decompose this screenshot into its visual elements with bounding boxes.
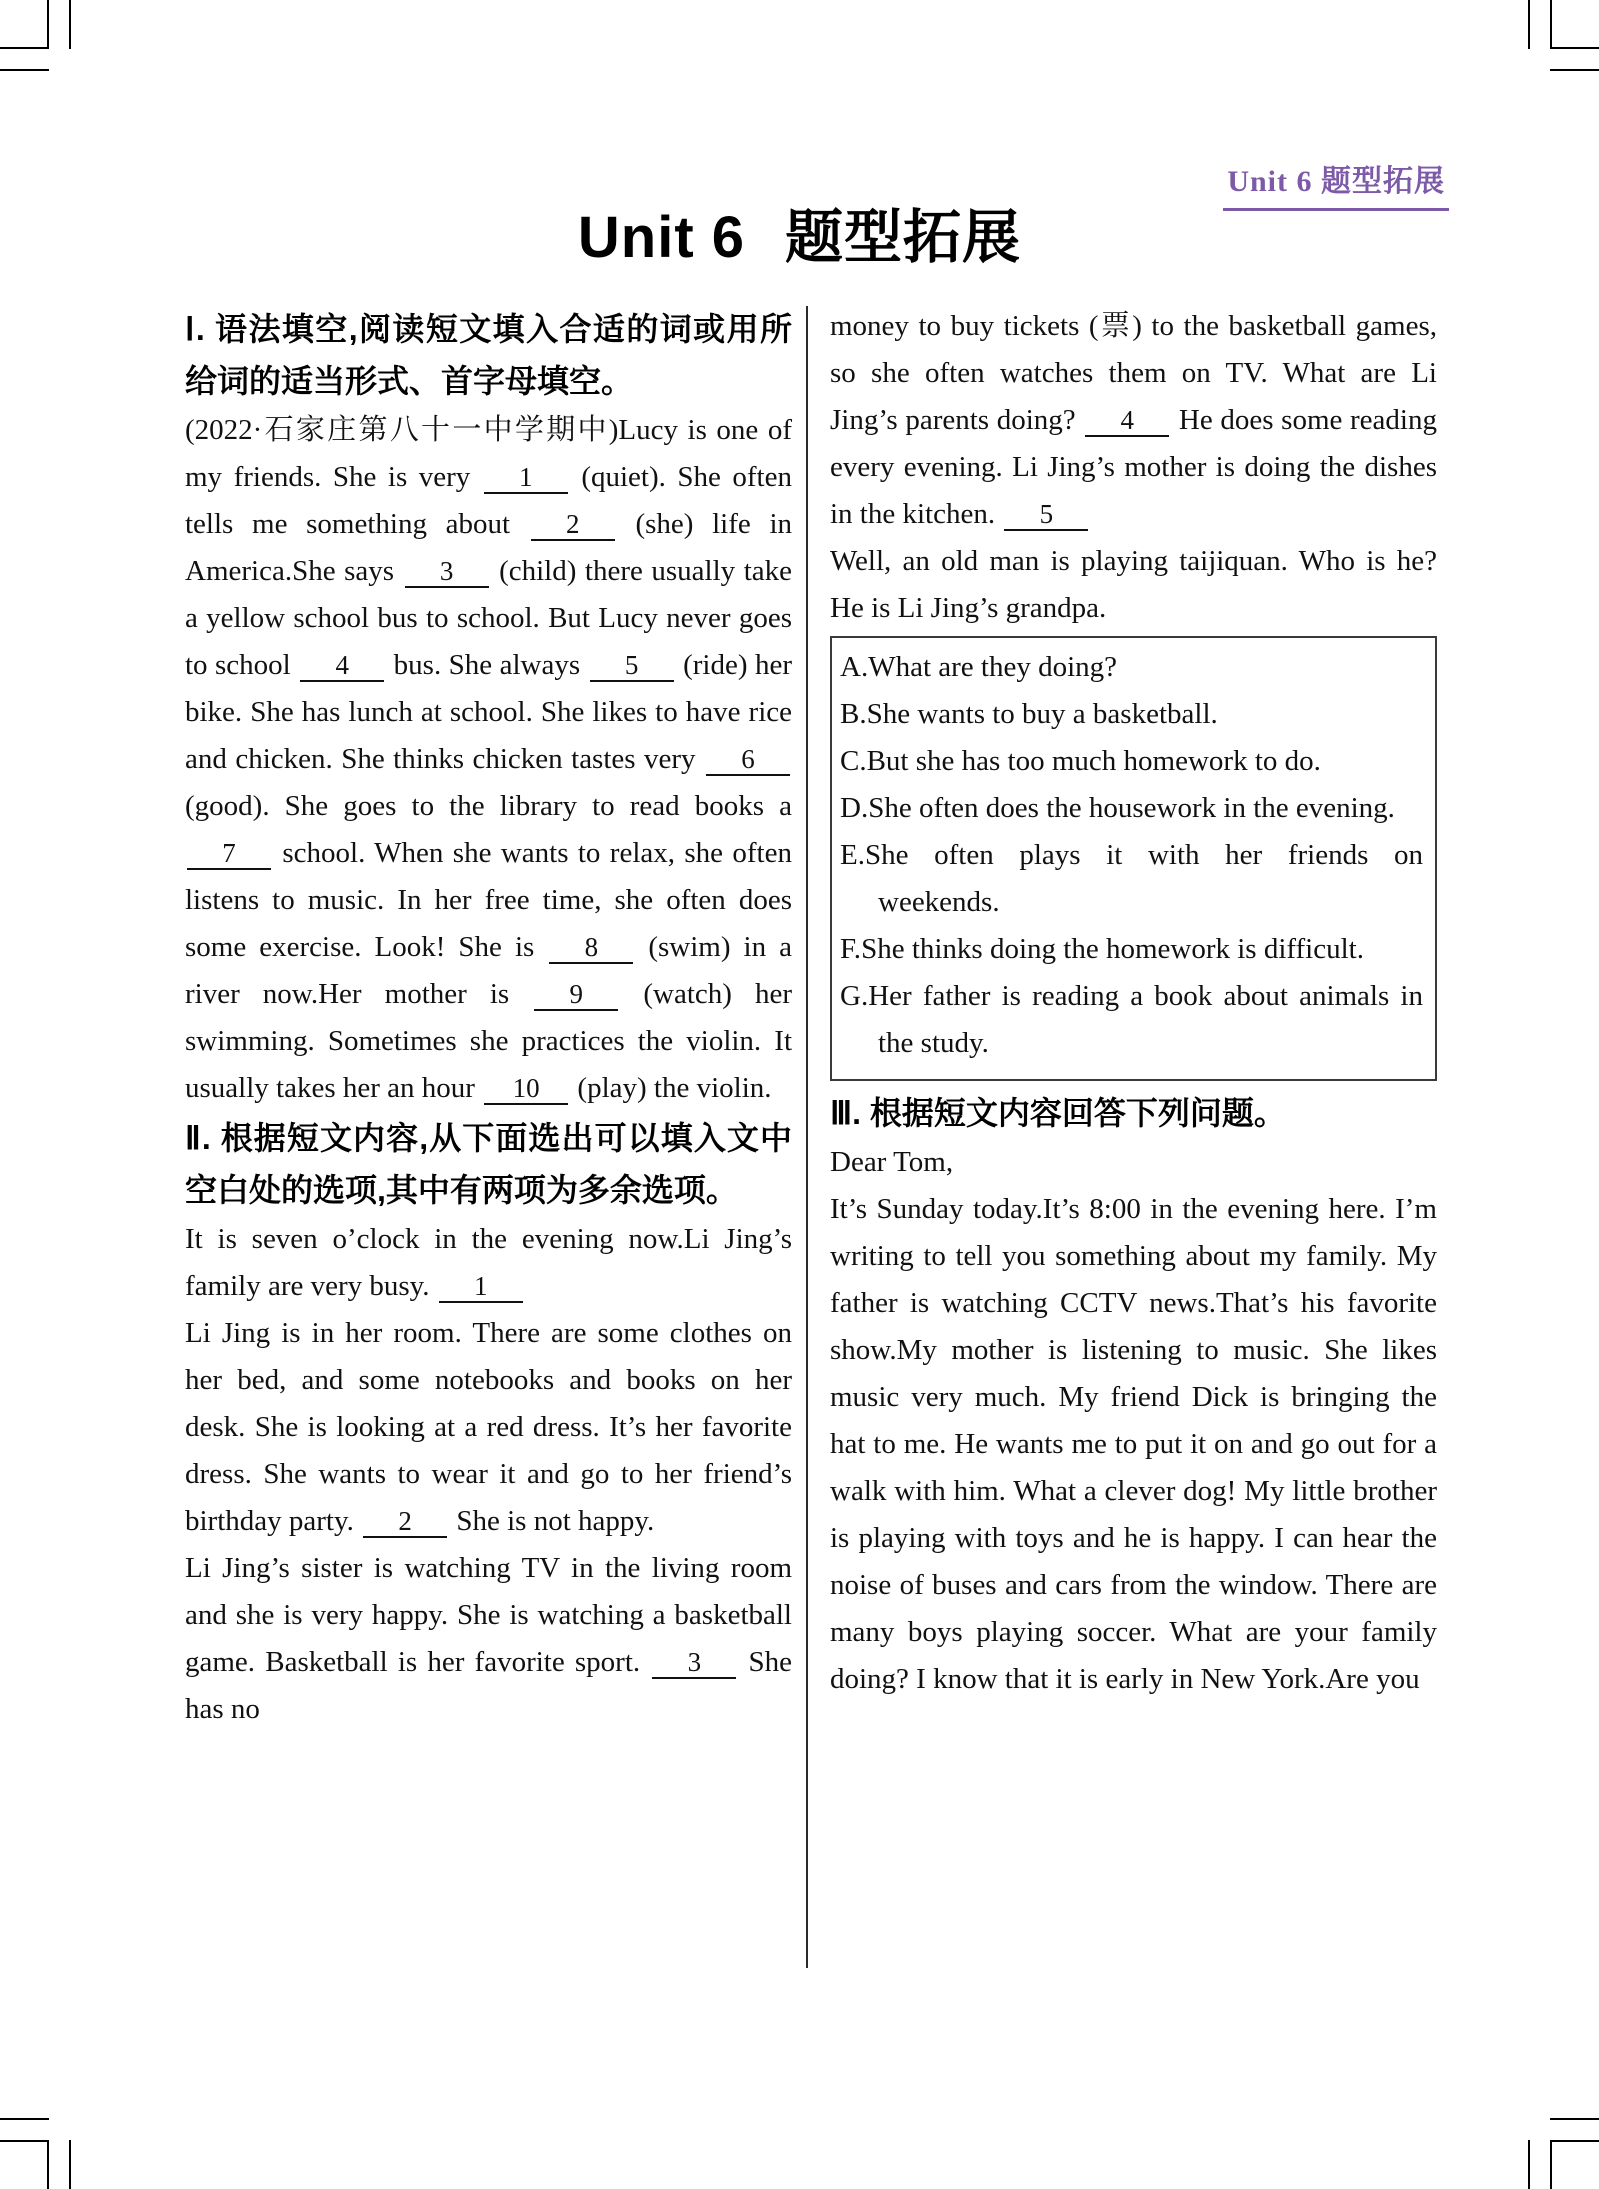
blank-4: 4	[1085, 405, 1169, 437]
option-label: D.	[840, 792, 869, 824]
crop-mark	[0, 47, 49, 49]
crop-mark	[1550, 2140, 1599, 2142]
crop-mark	[69, 0, 71, 49]
blank-9: 9	[534, 979, 618, 1011]
options-box	[830, 636, 1437, 1081]
paragraph: Li Jing is in her room. There are some clothes on her bed, and some notebooks and books on her desk. She is looking at a red dress. It’s her favorite dress. She wants to wear it and go to her friend’s birthday party. 2 She is not happy.	[185, 1317, 792, 1537]
section-heading: Ⅱ. 根据短文内容,从下面选出可以填入文中空白处的选项,其中有两项为多余选项。	[185, 1120, 792, 1208]
blank-1: 1	[484, 462, 568, 494]
paragraph: Dear Tom,	[830, 1146, 954, 1178]
blank-7: 7	[187, 838, 271, 870]
option-E: E.She often plays it with her friends on weekends.	[840, 839, 1423, 918]
option-A: A.What are they doing?	[840, 651, 1118, 683]
right-column	[830, 303, 1437, 1733]
page-title	[0, 190, 1599, 274]
content-columns	[185, 303, 1437, 1733]
option-label: B.	[840, 698, 867, 730]
blank-5: 5	[590, 650, 674, 682]
crop-mark	[1550, 47, 1599, 49]
crop-mark	[0, 69, 49, 71]
option-B: B.She wants to buy a basketball.	[840, 698, 1218, 730]
blank-5: 5	[1004, 499, 1088, 531]
section-heading: Ⅲ. 根据短文内容回答下列问题。	[830, 1095, 1286, 1131]
paragraph: money to buy tickets (票) to the basketball games, so she often watches them on TV. What are Li Jing’s parents doing? 4 He does some reading every evening. Li Jing’s mother is doing the dishes in the kitchen. 5	[830, 310, 1437, 530]
crop-mark	[1550, 69, 1599, 71]
crop-mark	[47, 2140, 49, 2189]
option-label: A.	[840, 651, 869, 683]
option-label: C.	[840, 745, 867, 777]
option-D: D.She often does the housework in the evening.	[840, 792, 1395, 824]
blank-1: 1	[439, 1271, 523, 1303]
crop-mark	[47, 0, 49, 49]
crop-mark	[69, 2140, 71, 2189]
blank-6: 6	[706, 744, 790, 776]
blank-4: 4	[300, 650, 384, 682]
crop-mark	[1550, 2140, 1552, 2189]
blank-2: 2	[363, 1506, 447, 1538]
crop-mark	[0, 2140, 49, 2142]
option-label: F.	[840, 933, 862, 965]
page-title-unit: Unit 6	[577, 205, 746, 270]
paragraph: It’s Sunday today.It’s 8:00 in the evening here. I’m writing to tell you something about my family. My father is watching CCTV news.That’s his favorite show.My mother is listening to music. She likes music very much. My friend Dick is bringing the hat to me. He wants me to put it on and go out for a walk with him. What a clever dog! My little brother is playing with toys and he is happy. I can hear the noise of buses and cars from the window. There are many boys playing soccer. What are your family doing? I know that it is early in New York.Are you	[830, 1193, 1437, 1695]
option-C: C.But she has too much homework to do.	[840, 745, 1321, 777]
blank-2: 2	[531, 509, 615, 541]
crop-mark	[1528, 2140, 1530, 2189]
crop-mark	[1550, 0, 1552, 49]
option-label: E.	[840, 839, 865, 871]
blank-10: 10	[484, 1073, 568, 1105]
paragraph: It is seven o’clock in the evening now.Li Jing’s family are very busy. 1	[185, 1223, 792, 1302]
paragraph: Well, an old man is playing taijiquan. Who is he? He is Li Jing’s grandpa.	[830, 545, 1437, 624]
section-heading: Ⅰ. 语法填空,阅读短文填入合适的词或用所给词的适当形式、首字母填空。	[185, 311, 792, 399]
left-column	[185, 303, 792, 1733]
crop-mark	[0, 2118, 49, 2120]
blank-3: 3	[652, 1647, 736, 1679]
running-head: Unit 6 题型拓展	[1223, 156, 1449, 211]
blank-8: 8	[549, 932, 633, 964]
option-G: G.Her father is reading a book about animals in the study.	[840, 980, 1423, 1059]
crop-mark	[1528, 0, 1530, 49]
option-F: F.She thinks doing the homework is difficult.	[840, 933, 1364, 965]
page-title-subject: 题型拓展	[785, 205, 1022, 270]
option-label: G.	[840, 980, 869, 1012]
paragraph: Li Jing’s sister is watching TV in the living room and she is very happy. She is watching a basketball game. Basketball is her favorite sport. 3 She has no	[185, 1552, 793, 1725]
blank-3: 3	[405, 556, 489, 588]
crop-mark	[1550, 2118, 1599, 2120]
paragraph: (2022·石家庄第八十一中学期中)Lucy is one of my friends. She is very 1 (quiet). She often tells me something about 2 (she) life in America.She says 3 (child) there usually take a yellow school bus to school. But Lucy never goes to school 4 bus. She always 5 (ride) her bike. She has lunch at school. She likes to have rice and chicken. She thinks chicken tastes very 6 (good). She goes to the library to read books a 7 school. When she wants to relax, she often listens to music. In her free time, she often does some exercise. Look! She is 8 (swim) in a river now.Her mother is 9 (watch) her swimming. Sometimes she practices the violin. It usually takes her an hour 10 (play) the violin.	[185, 414, 792, 1104]
